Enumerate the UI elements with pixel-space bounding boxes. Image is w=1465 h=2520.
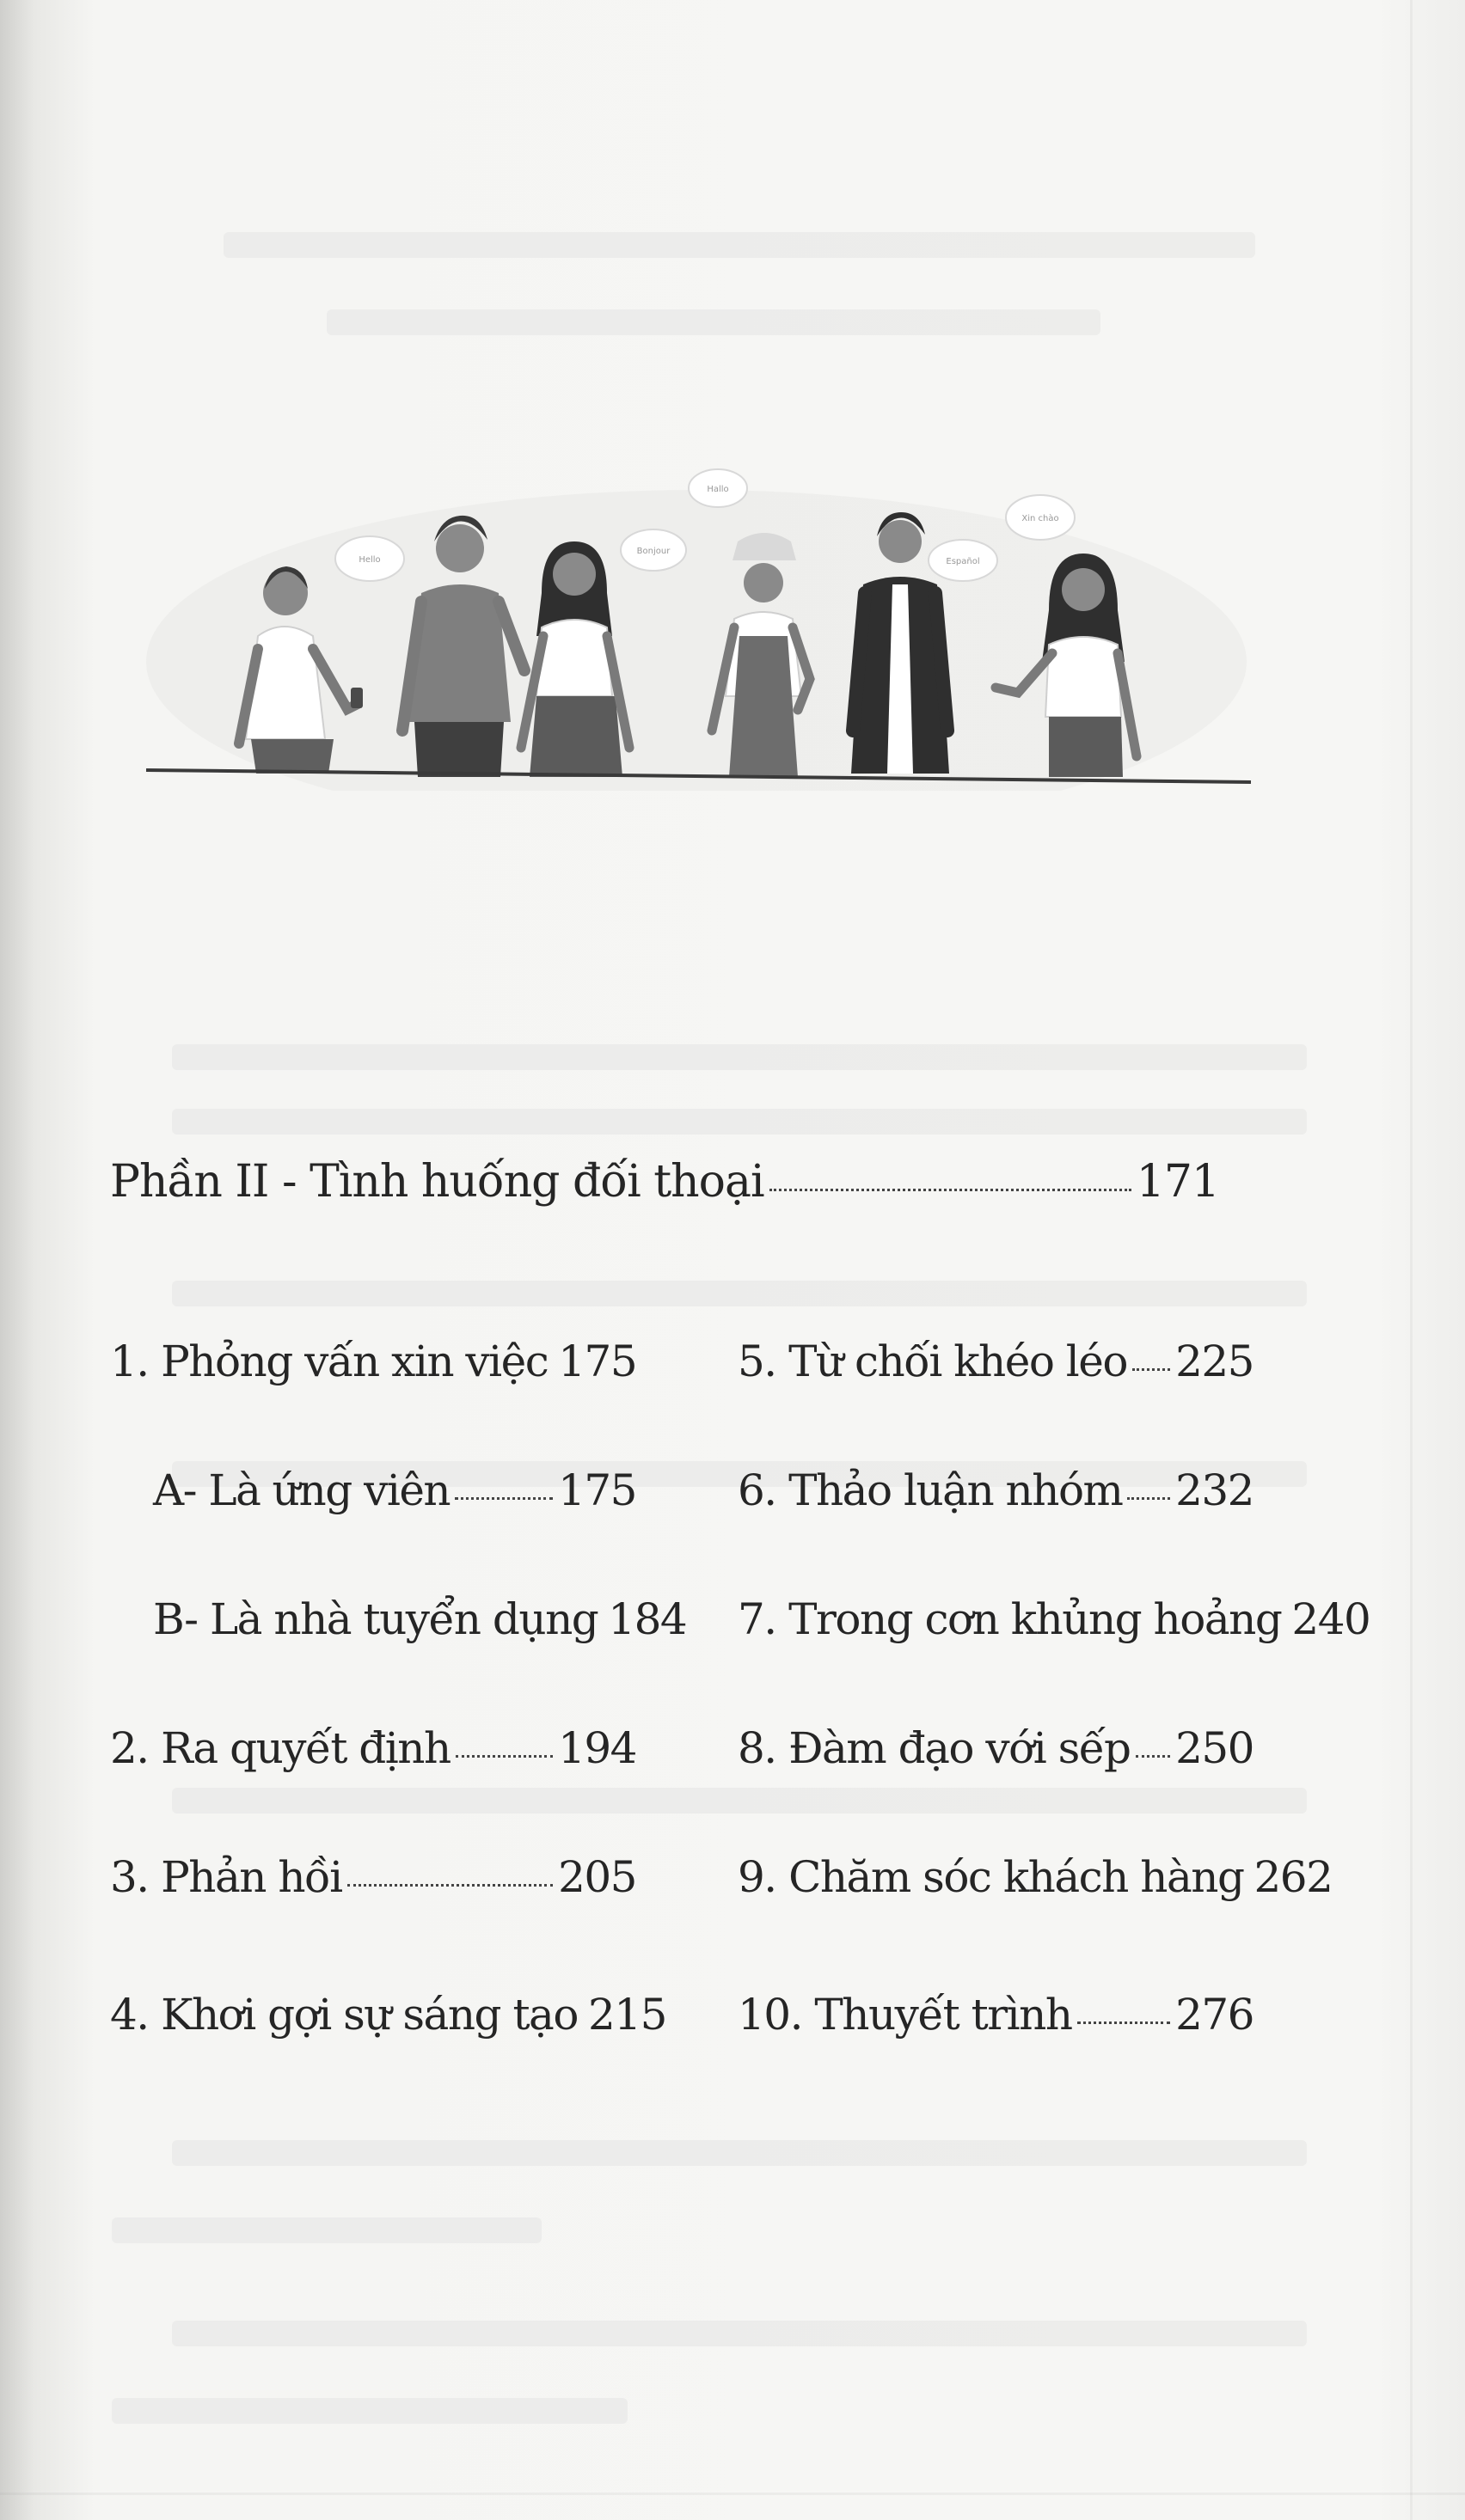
show-through — [112, 2217, 542, 2243]
toc-entry-page: 175 — [558, 1336, 637, 1386]
dot-leader — [456, 1755, 553, 1758]
toc-entry[interactable] — [738, 1336, 1254, 1386]
show-through — [327, 309, 1100, 335]
toc-entry[interactable] — [110, 1723, 636, 1773]
toc-entry[interactable] — [738, 1852, 1333, 1902]
toc-entry-label: 9. Chăm sóc khách hàng — [738, 1852, 1244, 1902]
show-through — [172, 2321, 1307, 2346]
toc-entry[interactable] — [738, 1990, 1254, 2040]
toc-entry-page: 240 — [1291, 1594, 1370, 1644]
dot-leader — [1136, 1755, 1171, 1758]
bubble-text: Hallo — [707, 485, 729, 494]
toc-entry-label: 2. Ra quyết định — [110, 1723, 451, 1773]
toc-entry-page: 215 — [587, 1990, 666, 2040]
toc-entry-page: 194 — [558, 1723, 636, 1773]
toc-entry[interactable] — [153, 1594, 687, 1644]
show-through — [172, 1044, 1307, 1070]
show-through — [112, 2398, 628, 2424]
toc-entry-label: 3. Phản hồi — [110, 1852, 342, 1902]
toc-entry-page: 276 — [1175, 1990, 1254, 2040]
dot-leader — [455, 1497, 553, 1500]
bubble-text: Xin chào — [1021, 514, 1059, 523]
bleed-line — [0, 2492, 1465, 2495]
bubble-text: Español — [946, 557, 980, 566]
dot-leader — [1132, 1368, 1170, 1371]
show-through — [224, 232, 1255, 258]
toc-entry[interactable] — [738, 1465, 1254, 1515]
toc-entry[interactable] — [153, 1465, 636, 1515]
toc-entry-page: 232 — [1175, 1465, 1254, 1515]
toc-entry-label: 10. Thuyết trình — [738, 1990, 1072, 2040]
toc-entry[interactable] — [110, 1336, 636, 1386]
toc-entry-page: 184 — [608, 1594, 687, 1644]
toc-entry-label: 7. Trong cơn khủng hoảng — [738, 1594, 1282, 1644]
show-through — [172, 1788, 1307, 1814]
dot-leader — [1077, 2022, 1171, 2024]
dot-leader — [1127, 1497, 1170, 1500]
toc-entry-page: 250 — [1175, 1723, 1254, 1773]
bubble-text: Bonjour — [636, 547, 671, 556]
toc-entry-label: 5. Từ chối khéo léo — [738, 1336, 1127, 1386]
people-illustration — [138, 464, 1255, 791]
toc-entry-label: A- Là ứng viên — [153, 1465, 451, 1515]
toc-section-heading[interactable] — [110, 1156, 1219, 1208]
toc-entry-page: 175 — [558, 1465, 636, 1515]
toc-entry-label: 1. Phỏng vấn xin việc — [110, 1336, 549, 1386]
toc-entry-page: 205 — [558, 1852, 636, 1902]
toc-entry-label: B- Là nhà tuyển dụng — [153, 1594, 598, 1644]
show-through — [172, 2140, 1307, 2166]
dot-leader — [769, 1189, 1131, 1191]
toc-entry-label: 8. Đàm đạo với sếp — [738, 1723, 1131, 1773]
bleed-line — [1410, 0, 1413, 2520]
section-heading-page: 171 — [1136, 1156, 1219, 1208]
toc-entry-page: 262 — [1254, 1852, 1333, 1902]
bubble-text: Hello — [359, 555, 381, 565]
toc-entry[interactable] — [738, 1594, 1370, 1644]
dot-leader — [347, 1884, 553, 1887]
toc-entry-label: 6. Thảo luận nhóm — [738, 1465, 1123, 1515]
toc-entry[interactable] — [738, 1723, 1254, 1773]
show-through — [172, 1109, 1307, 1135]
toc-entry-label: 4. Khơi gợi sự sáng tạo — [110, 1990, 578, 2040]
section-heading-label: Phần II - Tình huống đối thoại — [110, 1156, 764, 1208]
toc-entry[interactable] — [110, 1990, 666, 2040]
toc-entry[interactable] — [110, 1852, 636, 1902]
show-through — [172, 1281, 1307, 1306]
toc-entry-page: 225 — [1175, 1336, 1254, 1386]
